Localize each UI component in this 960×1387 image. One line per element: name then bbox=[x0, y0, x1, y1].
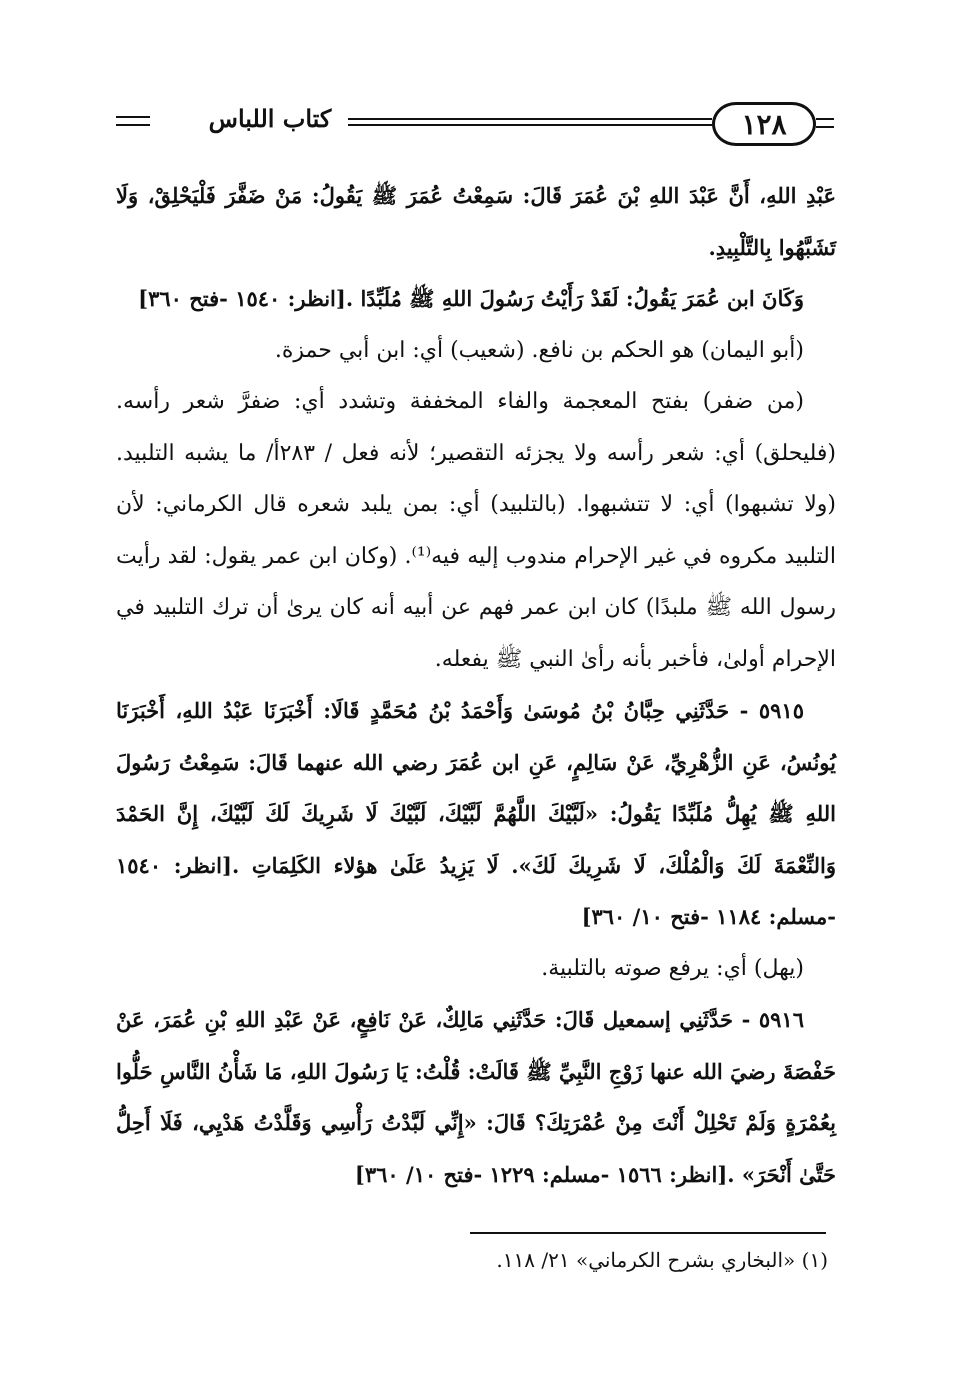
footnote: (١) «البخاري بشرح الكرماني» ٢١/ ١١٨. bbox=[496, 1248, 828, 1272]
header-rule bbox=[816, 126, 834, 128]
commentary-paragraph: (أبو اليمان) هو الحكم بن نافع. (شعيب) أي: ابن أبي حمزة. bbox=[274, 337, 804, 363]
header-rule bbox=[348, 118, 712, 120]
header-rule bbox=[816, 118, 834, 120]
book-title: كتاب اللباس bbox=[208, 104, 332, 133]
header-rule bbox=[116, 116, 150, 118]
hadith-paragraph: ٥٩١٦ - حَدَّثَنِي إسمعيل قَالَ: حَدَّثَنِي مَالِكٌ، عَنْ نَافِعٍ، عَنْ عَبْدِ اللهِ بْنِ عُمَرَ، عَنْ حَفْصَةَ رضيَ الله عنها زَوْجِ النَّبِيِّ ﷺ قَالَتْ: قُلْتُ: يَا رَسُولَ اللهِ، مَا شَأْنُ النَّاسِ حَلُّوا بِعُمْرَةٍ وَلَمْ تَحْلِلْ أَنْتَ مِنْ عُمْرَتِكَ؟ قَالَ: «إِنِّي لَبَّدْتُ رَأْسِي وَقَلَّدْتُ هَدْيِي، فَلَا أَحِلُّ حَتَّىٰ أَنْحَرَ» .[انظر: ١٥٦٦ -مسلم: ١٢٢٩ -فتح ١٠/ ٣٦٠] bbox=[116, 1007, 836, 1187]
page-number: ١٢٨ bbox=[712, 102, 816, 146]
hadith-paragraph: ٥٩١٥ - حَدَّثَنِي حِبَّانُ بْنُ مُوسَىٰ وَأَحْمَدُ بْنُ مُحَمَّدٍ قَالَا: أَخْبَرَنَا عَبْدُ اللهِ، أَخْبَرَنَا يُونُسُ، عَنِ الزُّهْرِيِّ، عَنْ سَالِمٍ، عَنِ ابن عُمَرَ رضي الله عنهما قَالَ: سَمِعْتُ رَسُولَ اللهِ ﷺ يُهِلُّ مُلَبِّدًا يَقُولُ: «لَبَّيْكَ اللَّهُمَّ لَبَّيْكَ، لَبَّيْكَ لَا شَرِيكَ لَكَ لَبَّيْكَ، إِنَّ الحَمْدَ وَالنِّعْمَةَ لَكَ وَالْمُلْكَ، لَا شَرِيكَ لَكَ». لَا يَزِيدُ عَلَىٰ هؤلاء الكَلِمَاتِ .[انظر: ١٥٤٠ -مسلم: ١١٨٤ -فتح ١٠/ ٣٦٠] bbox=[116, 698, 836, 929]
page-header bbox=[112, 96, 834, 152]
hadith-paragraph: وَكَانَ ابن عُمَرَ يَقُولُ: لَقَدْ رَأَيْتُ رَسُولَ اللهِ ﷺ مُلَبِّدًا .[انظر: ١٥٤٠ -فتح ٣٦٠] bbox=[138, 286, 804, 311]
footnote-rule bbox=[470, 1232, 826, 1234]
header-rule bbox=[348, 124, 712, 126]
commentary-paragraph: (يهل) أي: يرفع صوته بالتلبية. bbox=[541, 955, 804, 981]
commentary-paragraph: (من ضفر) بفتح المعجمة والفاء المخففة وتشدد أي: ضفرَّ شعر رأسه. (فليحلق) أي: شعر رأسه ولا يجزئه التقصير؛ لأنه فعل / ٢٨٣أ/ ما يشبه التلبيد. (ولا تشبهوا) أي: لا تتشبهوا. (بالتلبيد) أي: بمن يلبد شعره قال الكرماني: لأن التلبيد مكروه في غير الإحرام مندوب إليه فيه⁽¹⁾. (وكان ابن عمر يقول: لقد رأيت رسول الله ﷺ ملبدًا) كان ابن عمر فهم عن أبيه أنه كان يرىٰ أن ترك التلبيد في الإحرام أولىٰ، فأخبر بأنه رأىٰ النبي ﷺ يفعله. bbox=[116, 389, 836, 672]
main-text bbox=[116, 170, 836, 1200]
header-rule bbox=[116, 124, 150, 126]
hadith-paragraph: عَبْدِ اللهِ، أَنَّ عَبْدَ اللهِ بْنَ عُمَرَ قَالَ: سَمِعْتُ عُمَرَ ﷺ يَقُولُ: مَنْ ضَفَّرَ فَلْيَحْلِقْ، وَلَا تَشَبَّهُوا بِالتَّلْبِيدِ. bbox=[116, 183, 836, 260]
